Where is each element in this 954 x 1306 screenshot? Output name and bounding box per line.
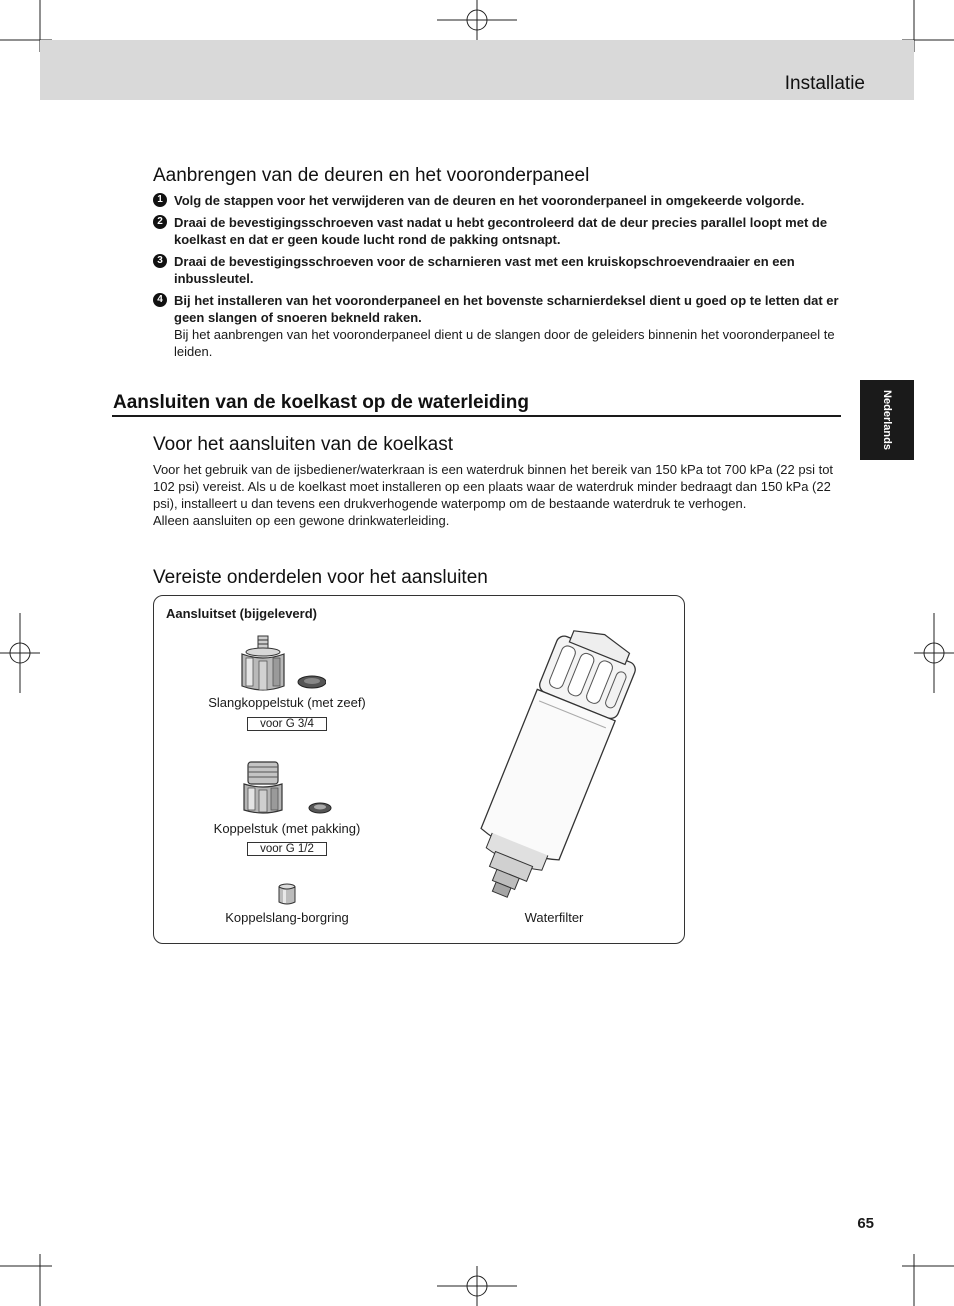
part-label: Slangkoppelstuk (met zeef) [208, 695, 366, 710]
language-tab-label: Nederlands [881, 390, 893, 450]
section-title: Installatie [784, 73, 865, 94]
kit-title: Aansluitset (bijgeleverd) [166, 606, 317, 621]
drinking-water-note: Alleen aansluiten op een gewone drinkwaterleiding. [153, 513, 450, 528]
part-label: Waterfilter [524, 910, 584, 925]
heading-rule [112, 415, 841, 417]
step-item [153, 192, 843, 209]
part-label: Koppelstuk (met pakking) [213, 821, 361, 836]
doors-steps-list [153, 192, 843, 365]
page-number: 65 [857, 1215, 874, 1232]
step-instruction: Bij het installeren van het vooronderpaneel en het bovenste scharnierdeksel dient u goed op te letten dat er geen slangen of snoeren bekneld raken. [174, 293, 839, 325]
step-item [153, 214, 843, 248]
part-spec-badge: voor G 1/2 [247, 842, 327, 856]
water-filter-illustration [450, 630, 650, 910]
before-connecting-text [153, 461, 843, 529]
language-tab [860, 380, 914, 460]
part-spec-badge: voor G 3/4 [247, 717, 327, 731]
step-instruction: Volg de stappen voor het verwijderen van de deuren en het vooronderpaneel in omgekeerde volgorde. [174, 193, 805, 208]
step-instruction: Draai de bevestigingsschroeven voor de scharnieren vast met een kruiskopschroevendraaier en een inbussleutel. [174, 254, 795, 286]
step-note: Bij het aanbrengen van het vooronderpaneel dient u de slangen door de geleiders binnenin het vooronderpaneel te leiden. [174, 327, 835, 359]
coupling-illustration [240, 760, 335, 816]
step-instruction: Draai de bevestigingsschroeven vast nadat u hebt gecontroleerd dat de deur precies parallel loopt met de koelkast en dat er geen koude lucht rond de pakking ontsnapt. [174, 215, 828, 247]
doors-heading: Aanbrengen van de deuren en het vooronderpaneel [153, 165, 590, 186]
required-parts-heading: Vereiste onderdelen voor het aansluiten [153, 567, 488, 588]
step-number-badge: 2 [153, 215, 167, 229]
step-number-badge: 3 [153, 254, 167, 268]
step-number-badge: 1 [153, 193, 167, 207]
before-connecting-heading: Voor het aansluiten van de koelkast [153, 434, 453, 455]
hose-connector-illustration [236, 634, 326, 694]
part-label: Koppelslang-borgring [225, 910, 349, 925]
step-number-badge: 4 [153, 293, 167, 307]
pressure-paragraph: Voor het gebruik van de ijsbediener/waterkraan is een waterdruk binnen het bereik van 150 kPa tot 700 kPa (22 psi tot 102 psi) vereist. Als u de koelkast moet installeren op een plaats waar de waterdruk minder bedraagt dan 150 kPa (22 psi), installeert u dan tevens een drukverhogende waterpomp om de bestaande waterdruk te verhogen. [153, 462, 834, 511]
step-item [153, 292, 843, 360]
locking-ring-illustration [276, 882, 298, 908]
water-connection-heading: Aansluiten van de koelkast op de waterleiding [113, 392, 529, 413]
step-item [153, 253, 843, 287]
